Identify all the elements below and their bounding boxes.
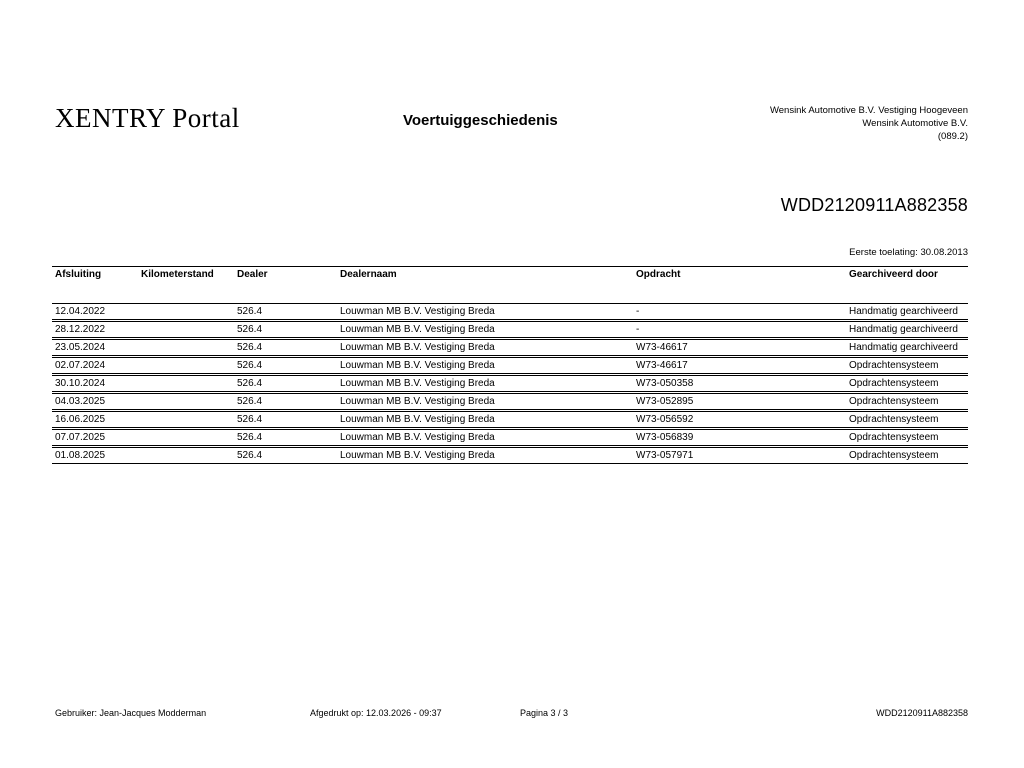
table-cell: 23.05.2024 bbox=[52, 339, 138, 356]
table-cell: 16.06.2025 bbox=[52, 411, 138, 428]
table-row bbox=[52, 393, 968, 410]
table-cell: Louwman MB B.V. Vestiging Breda bbox=[337, 393, 633, 410]
table-cell: Opdrachtensysteem bbox=[846, 429, 968, 446]
table-cell: Opdrachtensysteem bbox=[846, 357, 968, 374]
vehicle-vin: WDD2120911A882358 bbox=[780, 195, 968, 215]
table-cell: 526.4 bbox=[234, 375, 337, 392]
table-cell: Louwman MB B.V. Vestiging Breda bbox=[337, 429, 633, 446]
table-cell: 526.4 bbox=[234, 303, 337, 320]
table-cell: 526.4 bbox=[234, 447, 337, 464]
vehicle-history-table bbox=[52, 265, 968, 465]
table-row bbox=[52, 447, 968, 464]
table-cell: 526.4 bbox=[234, 429, 337, 446]
table-cell: 01.08.2025 bbox=[52, 447, 138, 464]
table-cell: Louwman MB B.V. Vestiging Breda bbox=[337, 357, 633, 374]
table-cell: 07.07.2025 bbox=[52, 429, 138, 446]
table-cell bbox=[138, 393, 234, 410]
footer-vin: WDD2120911A882358 bbox=[876, 708, 968, 718]
table-cell: W73-056592 bbox=[633, 411, 846, 428]
table-cell: 12.04.2022 bbox=[52, 303, 138, 320]
column-header: Opdracht bbox=[633, 266, 846, 302]
table-cell: Louwman MB B.V. Vestiging Breda bbox=[337, 375, 633, 392]
table-cell: W73-057971 bbox=[633, 447, 846, 464]
document-title: Voertuiggeschiedenis bbox=[403, 112, 558, 129]
footer-user: Gebruiker: Jean-Jacques Modderman bbox=[55, 708, 207, 718]
table-cell: W73-46617 bbox=[633, 357, 846, 374]
table-cell: Opdrachtensysteem bbox=[846, 411, 968, 428]
footer-page-number: Pagina 3 / 3 bbox=[520, 708, 569, 718]
table-cell bbox=[138, 447, 234, 464]
column-header: Afsluiting bbox=[52, 266, 138, 302]
table-cell bbox=[138, 321, 234, 338]
table-cell: Louwman MB B.V. Vestiging Breda bbox=[337, 411, 633, 428]
organization-line: Wensink Automotive B.V. bbox=[862, 118, 968, 129]
table-cell bbox=[138, 357, 234, 374]
table-cell: - bbox=[633, 321, 846, 338]
table-cell: 526.4 bbox=[234, 339, 337, 356]
table-row bbox=[52, 357, 968, 374]
table-cell: Opdrachtensysteem bbox=[846, 393, 968, 410]
table-cell: Louwman MB B.V. Vestiging Breda bbox=[337, 303, 633, 320]
table-cell: Handmatig gearchiveerd bbox=[846, 303, 968, 320]
table-cell: Louwman MB B.V. Vestiging Breda bbox=[337, 339, 633, 356]
table-cell: Handmatig gearchiveerd bbox=[846, 339, 968, 356]
organization-line: Wensink Automotive B.V. Vestiging Hoogeveen bbox=[769, 105, 968, 116]
table-cell: Handmatig gearchiveerd bbox=[846, 321, 968, 338]
column-header: Kilometerstand bbox=[138, 266, 234, 302]
table-cell: W73-056839 bbox=[633, 429, 846, 446]
table-cell: Opdrachtensysteem bbox=[846, 447, 968, 464]
table-cell: 526.4 bbox=[234, 357, 337, 374]
table-row bbox=[52, 375, 968, 392]
table-cell bbox=[138, 303, 234, 320]
column-header: Dealer bbox=[234, 266, 337, 302]
table-cell: 526.4 bbox=[234, 321, 337, 338]
table-cell: 526.4 bbox=[234, 411, 337, 428]
table-cell bbox=[138, 411, 234, 428]
table-cell: 04.03.2025 bbox=[52, 393, 138, 410]
table-cell: Louwman MB B.V. Vestiging Breda bbox=[337, 321, 633, 338]
history-table-body bbox=[52, 303, 968, 464]
table-row bbox=[52, 339, 968, 356]
table-cell: W73-46617 bbox=[633, 339, 846, 356]
first-registration: Eerste toelating: 30.08.2013 bbox=[849, 247, 968, 258]
table-row bbox=[52, 411, 968, 428]
table-cell: 02.07.2024 bbox=[52, 357, 138, 374]
table-row bbox=[52, 429, 968, 446]
table-cell bbox=[138, 339, 234, 356]
organization-code: (089.2) bbox=[937, 131, 968, 142]
table-cell: Opdrachtensysteem bbox=[846, 375, 968, 392]
table-cell bbox=[138, 375, 234, 392]
organization-block bbox=[770, 104, 968, 143]
table-cell: 526.4 bbox=[234, 393, 337, 410]
table-cell bbox=[138, 429, 234, 446]
table-header-row bbox=[52, 266, 968, 302]
table-cell: 28.12.2022 bbox=[52, 321, 138, 338]
table-cell: 30.10.2024 bbox=[52, 375, 138, 392]
table-cell: - bbox=[633, 303, 846, 320]
table-row bbox=[52, 321, 968, 338]
table-cell: Louwman MB B.V. Vestiging Breda bbox=[337, 447, 633, 464]
table-cell: W73-052895 bbox=[633, 393, 846, 410]
column-header: Dealernaam bbox=[337, 266, 633, 302]
table-cell: W73-050358 bbox=[633, 375, 846, 392]
footer-printed-on: Afgedrukt op: 12.03.2026 - 09:37 bbox=[310, 708, 442, 718]
column-header: Gearchiveerd door bbox=[846, 266, 968, 302]
app-title: XENTRY Portal bbox=[55, 103, 240, 133]
table-row bbox=[52, 303, 968, 320]
